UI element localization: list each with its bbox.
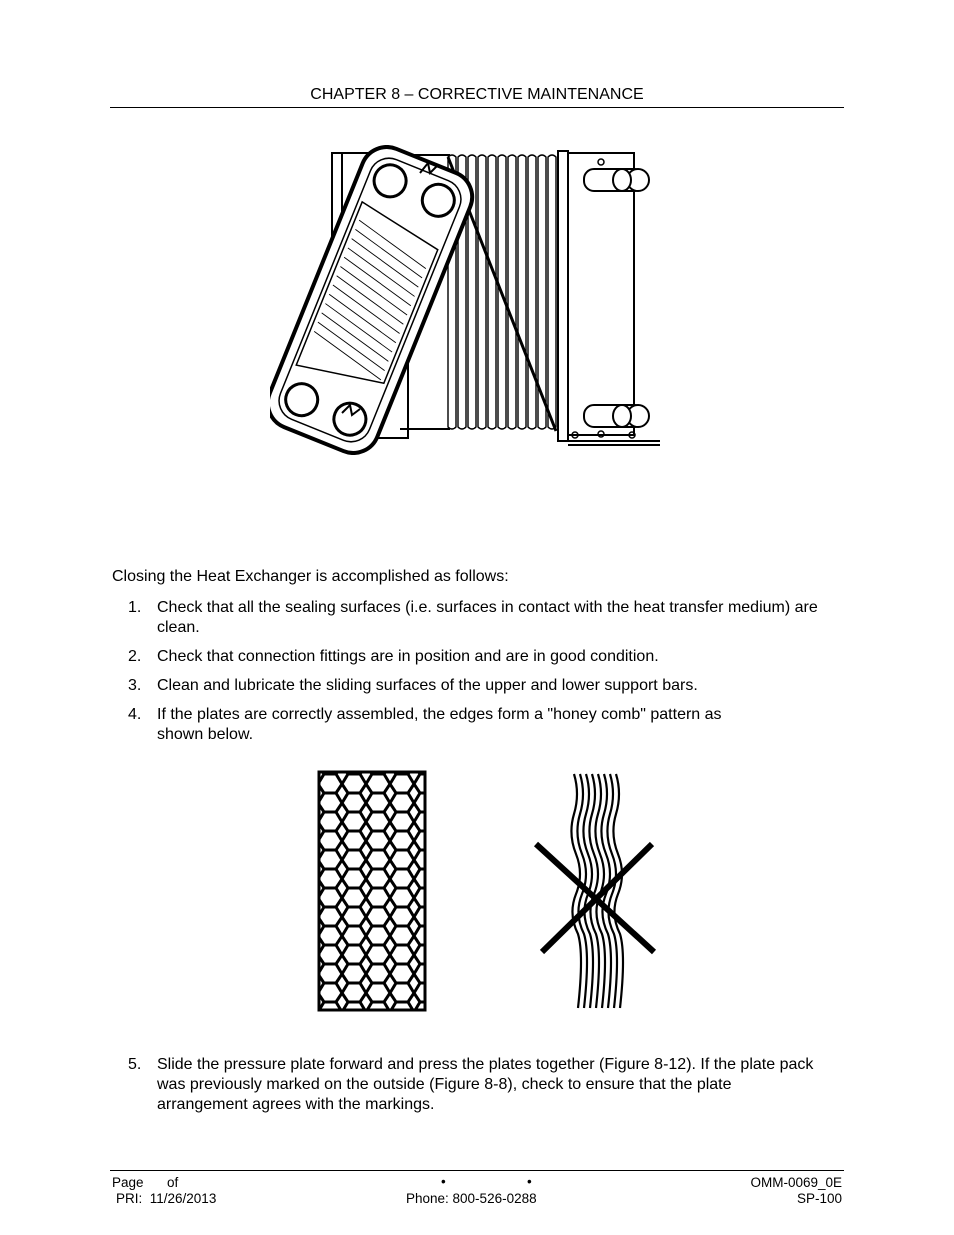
doc-number: OMM-0069_0E <box>750 1175 842 1190</box>
step-number: 4. <box>128 706 142 723</box>
step-1 <box>128 598 844 638</box>
step-number: 5. <box>128 1056 142 1073</box>
nozzle-connections <box>584 169 649 427</box>
footer-divider <box>110 1170 844 1171</box>
footer-of-label: of <box>167 1175 179 1190</box>
step-number: 1. <box>128 599 142 616</box>
step-text: Check that all the sealing surfaces (i.e. surfaces in contact with the heat transfer medium) are clean. <box>157 599 818 636</box>
incorrect-pattern-crossed <box>530 770 660 1012</box>
step-2 <box>128 647 844 667</box>
step-text: If the plates are correctly assembled, the edges form a "honey comb" pattern as shown below. <box>157 706 722 743</box>
model-number: SP-100 <box>796 1191 842 1206</box>
chapter-title: CHAPTER 8 – CORRECTIVE MAINTENANCE <box>310 86 644 103</box>
footer-page-label: Page <box>112 1175 144 1190</box>
pri-date: PRI: 11/26/2013 <box>116 1191 217 1206</box>
step-text: Slide the pressure plate forward and press the plates together (Figure 8-12). If the plate pack was previously marked on the outside (Figure 8-8), check to ensure that the plate arrangement agrees with the markings. <box>157 1056 814 1113</box>
step-3 <box>128 676 844 696</box>
step-text: Check that connection fittings are in position and are in good condition. <box>157 648 659 665</box>
step-5 <box>128 1055 844 1115</box>
misaligned-plate-edges <box>571 774 623 1008</box>
pressure-plate <box>558 151 660 445</box>
step-text: Clean and lubricate the sliding surfaces of the upper and lower support bars. <box>157 677 698 694</box>
honeycomb-correct-pattern <box>316 770 428 1012</box>
closing-intro: Closing the Heat Exchanger is accomplished as follows: <box>112 568 509 585</box>
phone-number: Phone: 800-526-0288 <box>406 1191 537 1206</box>
step-number: 3. <box>128 677 142 694</box>
heat-exchanger-illustration <box>270 145 670 455</box>
step-number: 2. <box>128 648 142 665</box>
step-4 <box>128 705 844 745</box>
footer-bullet: • <box>527 1174 532 1189</box>
footer-bullet: • <box>441 1174 446 1189</box>
header-divider <box>110 107 844 108</box>
